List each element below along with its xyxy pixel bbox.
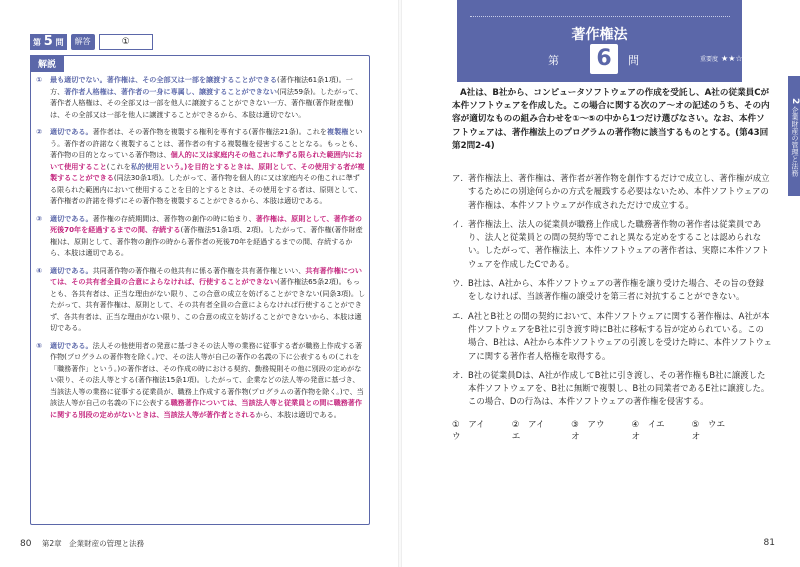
- explanation-item-text: [50, 265, 366, 334]
- highlighted-text: という。)を目的とするときは、原則として、その使用する者が複製することができる: [50, 161, 365, 182]
- right-page: [400, 0, 800, 567]
- answer-option: ④ イエオ: [631, 420, 665, 442]
- highlighted-text: 共有著作権については、その共有者全員の合意によらなければ、行使することができない: [50, 265, 362, 286]
- choice-list: [452, 172, 772, 415]
- choice-label: ア.: [452, 173, 464, 183]
- difficulty-label: 重要度: [700, 56, 719, 63]
- question-mon: 問: [628, 54, 639, 67]
- highlighted-text: 適切である。: [50, 213, 93, 223]
- highlighted-text: 適切である。: [50, 265, 93, 275]
- explanation-label: 解説: [30, 55, 64, 72]
- body-text: 共同著作物の著作権その他共有に係る著作権を共有著作権といい、: [92, 265, 306, 275]
- page-number: 80: [20, 539, 32, 549]
- explanation-item-number: ③: [36, 213, 43, 223]
- choice-item: [452, 310, 772, 363]
- highlighted-text: 著作者人格権は、著作者の一身に専属し、譲渡することができない: [64, 86, 277, 96]
- choice-label: オ.: [452, 369, 464, 380]
- explanation-item: [36, 213, 366, 259]
- explanation-item: [36, 126, 366, 207]
- choice-label: イ.: [452, 218, 464, 229]
- explanation-item-text: [50, 340, 366, 421]
- answer-option: ① アイウ: [452, 420, 485, 442]
- choice-text: A社とB社との間の契約において、本件ソフトウェアに関する著作権は、A社が本件ソフトウェアをB社に引き渡す時にB社に移転する旨が定められている。この場合、B社は、A社から本件ソフトウェアの引渡しを受けた時に、本件ソフトウェアに関する著作者人格権を取得する。: [468, 310, 772, 361]
- highlighted-text: 適切である。: [50, 340, 93, 350]
- choice-text: 著作権法上、著作権は、著作者が著作物を創作するだけで成立し、著作権が成立するためにの別途何らかの方式を履践する必要はないため、本件ソフトウェアの著作権は、本件ソフトウェアが作成されただけで成立する。: [468, 173, 770, 210]
- highlighted-text: 最も適切でない。著作権は、その全部又は一部を譲渡することができる: [50, 75, 277, 84]
- highlighted-text: 適切である。: [50, 127, 93, 136]
- explanation-item-number: ⑤: [36, 340, 43, 350]
- body-text: 著作者は、その著作物を複製する権利を専有する(著作権法21条)。これを: [92, 127, 328, 136]
- highlighted-text: 個人的に又は家庭内その他これに準ずる限られた範囲内において使用すること: [50, 150, 363, 171]
- explanation-item-number: ②: [36, 127, 43, 136]
- chapter-title: 第2章 企業財産の管理と法務: [41, 539, 145, 548]
- answer-option: ⑤ ウエオ: [691, 420, 726, 442]
- side-tab-chapter: 2: [790, 97, 800, 105]
- explanation-item: [36, 74, 366, 120]
- explanation-item-text: [50, 74, 366, 120]
- choice-item: [452, 369, 772, 409]
- question-dai: 第: [548, 54, 559, 67]
- body-text: (これを: [106, 161, 131, 171]
- explanation-item: [36, 340, 366, 421]
- explanation-item-text: [50, 126, 366, 207]
- body-text: (著作権法61条1項)。一方、: [50, 75, 353, 96]
- choice-item: [452, 277, 772, 304]
- choice-item: [452, 218, 772, 271]
- question-label: 第 5 問: [30, 34, 67, 50]
- question-number: 6: [590, 44, 618, 74]
- body-text: (同法59条)。したがって、著作者人格権は、その全部又は一部を他人に譲渡することができない一方、著作権(著作財産権)は、その全部又は一部を他人に譲渡することができるから、本肢は適切でない。: [50, 86, 363, 119]
- answer-option: ② アイエ: [511, 420, 545, 442]
- highlighted-text: 複製権: [327, 127, 349, 136]
- answer-label: 解答: [71, 34, 95, 50]
- body-text: (著作権法51条1項、2項)。したがって、著作権(著作財産権)は、原則として、著作物の創作の時から著作者の死後70年を経過するまでの間、存続するから、本肢は適切である。: [50, 225, 363, 257]
- body-text: から、本肢は適切である。: [255, 409, 341, 419]
- side-tab-text: 企業財産の管理と法務: [791, 106, 799, 177]
- choice-text: 著作権法上、法人の従業員が職務上作成した職務著作物の著作者は従業員であり、法人と従業員との間の契約等でこれと異なる定めをすることは認められない。したがって、著作権法上、本件ソフトウェアの著作者は、実際に本件ソフトウェアを作成したCである。: [468, 218, 769, 269]
- highlighted-text: 職務著作については、当該法人等と従業員との間に職務著作に関する別段の定めがないときは、当該法人等が著作者とされる: [50, 398, 362, 419]
- question-number: 5: [43, 34, 53, 49]
- explanation-item-text: [50, 213, 366, 259]
- explanation-body: [36, 74, 366, 426]
- highlighted-text: 著作権は、原則として、著作者の死後70年を経過するまでの間、存続する: [50, 213, 362, 234]
- answer-options: [452, 418, 752, 442]
- question-answer-bar: [30, 34, 153, 50]
- chapter-side-tab: [788, 76, 800, 196]
- choice-item: [452, 172, 772, 212]
- body-text: 法人その他使用者の発意に基づきその法人等の業務に従事する者が職務上作成する著作物(プログラムの著作物を除く。)で、その法人等が自己の著作の名義の下に公表するもの(これを「職務著作」という。)の著作者は、その作成の時における契約、勤務規則その他に別段の定めがない限り、その法人等とする(著作権法15条1項)。したがって、企業などの法人等の発意に基づき、当該法人等の業務に従事する従業員が、職務上作成する著作物(プログラムの著作物を除く。)で、当該法人等が自己の名義の下に公表する: [50, 340, 364, 407]
- explanation-item-number: ④: [36, 265, 43, 275]
- explanation-item: [36, 265, 366, 334]
- page-title: 著作権法: [571, 27, 628, 43]
- left-footer: [20, 538, 144, 549]
- difficulty-rating: [700, 54, 743, 63]
- explanation-item-number: ①: [36, 75, 43, 84]
- choice-text: B社は、A社から、本件ソフトウェアの著作権を譲り受けた場合、その旨の登録をしなければ、当該著作権の譲受けを第三者に対抗することができない。: [468, 278, 764, 302]
- highlighted-text: 私的使用: [130, 161, 160, 171]
- body-text: (同法30条1項)。したがって、著作物を個人的に又は家庭内その他これに準ずる限られた範囲内において使用することを目的とするときは、その使用をする者は、原則として、著作権者の許諾を得ずにその著作物を複製することができるから、本肢は適切である。: [50, 173, 362, 205]
- choice-text: B社の従業員Dは、A社が作成してB社に引き渡し、その著作権もB社に譲渡した本件ソフトウェアを、B社に無断で複製し、B社の同業者であるE社に譲渡した。この場合、Dの行為は、本件ソフトウェアの著作権を侵害する。: [468, 369, 770, 407]
- right-page-number: 81: [763, 538, 775, 548]
- answer-value: ①: [99, 34, 153, 50]
- body-text: (著作権法65条2項)。もっとも、各共有者は、正当な理由がない限り、この合意の成立を妨げることができない(同条3項)。したがって、共有著作権は、原則として、その共有者全員の合意によらなければ行使することができず、各共有者は、正当な理由がない限り、この合意の成立を妨げることができないから、本肢は適切である。: [50, 277, 366, 332]
- answer-option: ③ アウオ: [571, 420, 605, 442]
- title-dots: [470, 16, 730, 17]
- question-text: A社は、B社から、コンピュータソフトウェアの作成を受託し、A社の従業員Cが本件ソフトウェアを作成した。この場合に関する次のア〜オの記述のうち、その内容が適切なものの組み合わせを①〜⑤の中から1つだけ選びなさい。なお、本件ソフトウェアは、著作権法上のプログラムの著作物に該当するものとする。(第43回第2問2-4): [452, 88, 770, 151]
- body-text: という。著作者の許諾なく複製することは、著作者の有する複製権を侵害することとなる。もっとも、著作物の目的となっている著作物は、: [50, 127, 363, 159]
- choice-label: ウ.: [452, 278, 464, 289]
- body-text: 著作権の存続期間は、著作物の創作の時に始まり、: [92, 213, 256, 223]
- choice-label: エ.: [452, 310, 464, 321]
- difficulty-stars: ★★☆: [721, 54, 743, 63]
